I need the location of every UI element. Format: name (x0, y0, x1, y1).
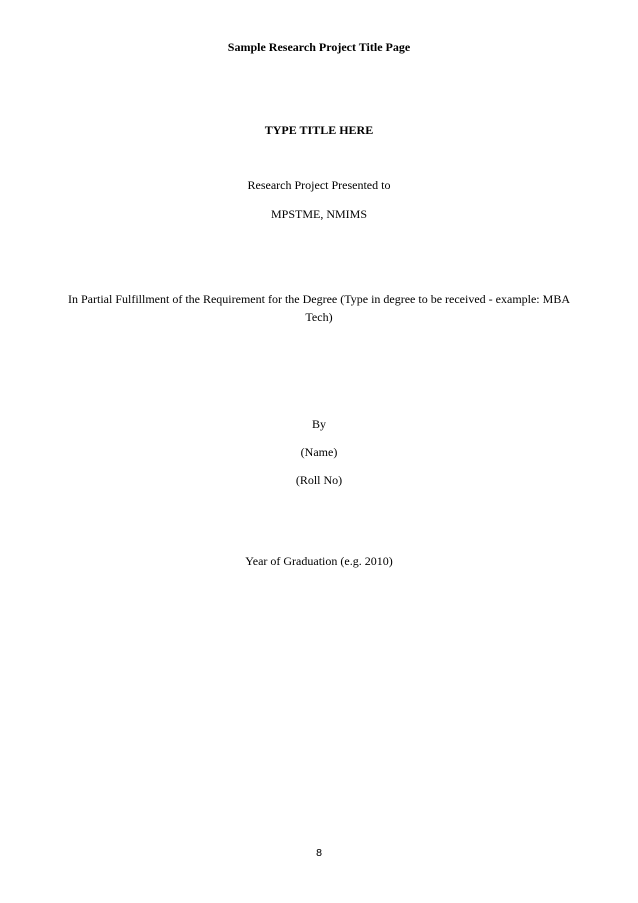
by-line: By (311, 417, 326, 431)
presented-to-line: Research Project Presented to (247, 178, 391, 192)
requirement-paragraph: In Partial Fulfillment of the Requirement for the Degree (Type in degree to be received - example: MBA Tech) (68, 292, 570, 324)
project-title: TYPE TITLE HERE (264, 123, 374, 137)
header-title: Sample Research Project Title Page (227, 40, 411, 54)
author-name: (Name) (300, 445, 338, 459)
roll-number: (Roll No) (295, 473, 343, 487)
page-number: 8 (315, 848, 323, 859)
institution-line: MPSTME, NMIMS (270, 207, 368, 221)
graduation-year: Year of Graduation (e.g. 2010) (245, 554, 393, 568)
